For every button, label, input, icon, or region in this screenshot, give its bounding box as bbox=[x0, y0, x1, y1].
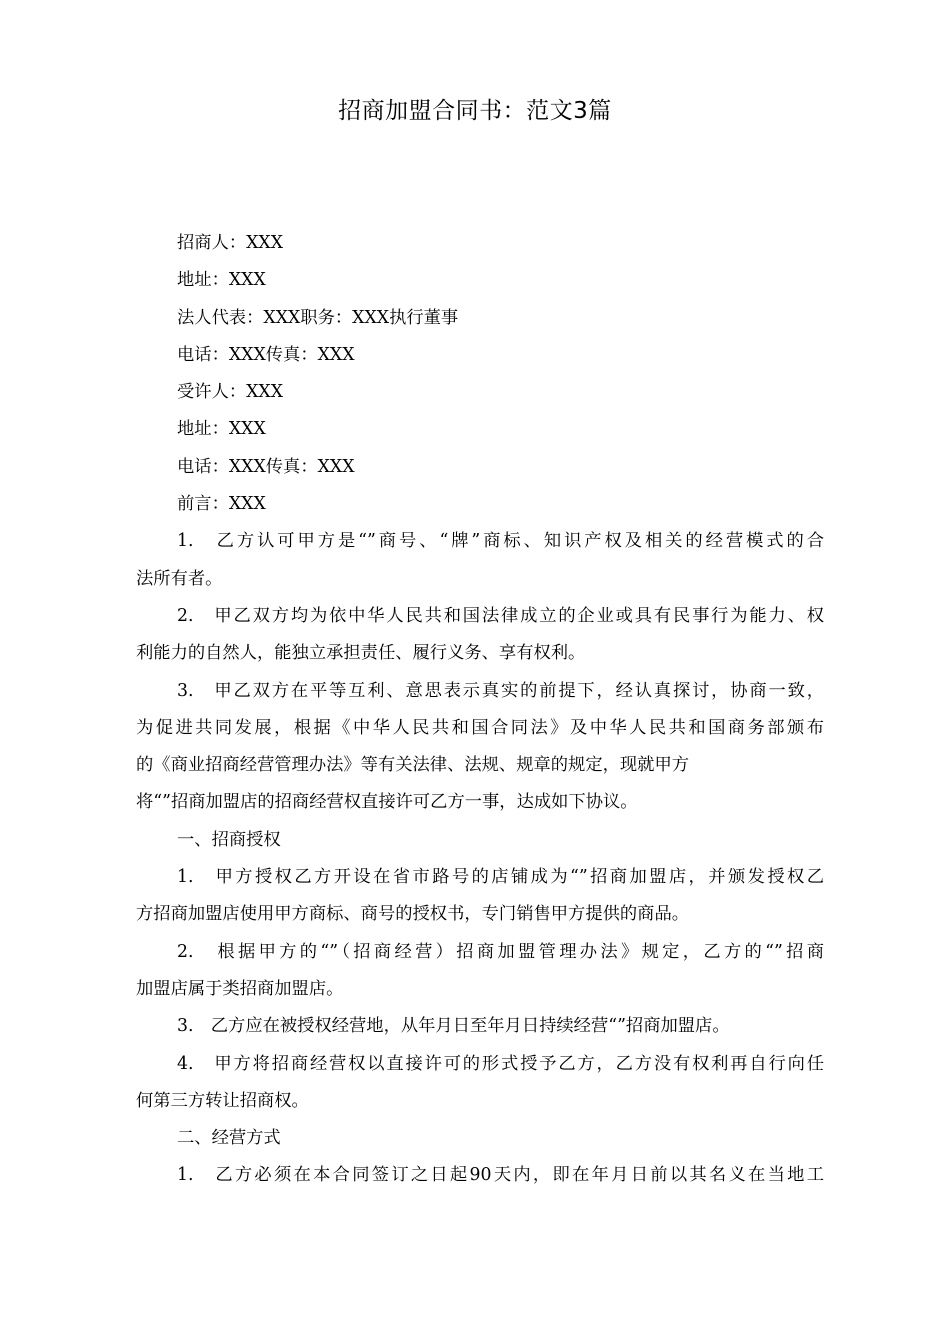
document-line bbox=[136, 784, 824, 821]
document-line-text: 1. 甲方授权乙方开设在省市路号的店铺成为“”招商加盟店，并颁发授权乙 bbox=[177, 867, 824, 888]
document-line-text: 前言：XXX bbox=[177, 494, 266, 515]
document-line bbox=[136, 747, 824, 784]
document-line-text: 1. 乙方认可甲方是“”商号、“牌”商标、知识产权及相关的经营模式的合 bbox=[177, 531, 824, 552]
document-line-text: 2. 甲乙双方均为依中华人民共和国法律成立的企业或具有民事行为能力、权 bbox=[177, 605, 824, 626]
document-title: 招商加盟合同书：范文3篇 bbox=[338, 98, 612, 124]
document-line bbox=[136, 1157, 824, 1194]
document-line-text: 3. 乙方应在被授权经营地，从年月日至年月日持续经营“”招商加盟店。 bbox=[177, 1016, 730, 1037]
document-line bbox=[136, 262, 824, 299]
document-line-text: 利能力的自然人，能独立承担责任、履行义务、享有权利。 bbox=[136, 643, 586, 664]
document-line-text: 招商人：XXX bbox=[177, 233, 284, 253]
document-line-text: 电话：XXX传真：XXX bbox=[177, 344, 355, 365]
document-line bbox=[136, 635, 824, 672]
document-line-text: 受许人：XXX bbox=[177, 382, 284, 403]
document-line bbox=[136, 561, 824, 598]
document-line-text: 将“”招商加盟店的招商经营权直接许可乙方一事，达成如下协议。 bbox=[136, 792, 638, 813]
document-line bbox=[136, 374, 824, 411]
document-line bbox=[136, 710, 824, 747]
document-line bbox=[136, 411, 824, 448]
document-line bbox=[136, 822, 824, 859]
document-line-text: 为促进共同发展，根据《中华人民共和国合同法》及中华人民共和国商务部颁布 bbox=[136, 717, 824, 738]
document-line-text: 2. 根据甲方的“”（招商经营）招商加盟管理办法》规定，乙方的“”招商 bbox=[177, 941, 824, 962]
document-line-text: 1. 乙方必须在本合同签订之日起90天内，即在年月日前以其名义在当地工 bbox=[177, 1165, 824, 1186]
document-line-text: 加盟店属于类招商加盟店。 bbox=[136, 978, 344, 999]
document-line bbox=[136, 1008, 824, 1045]
document-line bbox=[136, 1046, 824, 1083]
document-line bbox=[136, 598, 824, 635]
document-line-text: 法人代表：XXX职务：XXX执行董事 bbox=[177, 307, 459, 328]
document-line-text: 3. 甲乙双方在平等互利、意思表示真实的前提下，经认真探讨，协商一致， bbox=[177, 680, 824, 701]
document-line bbox=[136, 337, 824, 374]
document-line bbox=[136, 896, 824, 933]
document-line bbox=[136, 449, 824, 486]
document-line bbox=[136, 225, 824, 262]
document-line-text: 一、招商授权 bbox=[177, 829, 281, 850]
document-line-text: 方招商加盟店使用甲方商标、商号的授权书，专门销售甲方提供的商品。 bbox=[136, 904, 690, 925]
document-line-text: 4. 甲方将招商经营权以直接许可的形式授予乙方，乙方没有权利再自行向任 bbox=[177, 1053, 824, 1074]
document-line bbox=[136, 971, 824, 1008]
document-line bbox=[136, 1120, 824, 1157]
document-line-text: 地址：XXX bbox=[177, 419, 266, 440]
document-line bbox=[136, 486, 824, 523]
document-line bbox=[136, 523, 824, 560]
document-line-text: 地址：XXX bbox=[177, 270, 266, 291]
document-line bbox=[136, 859, 824, 896]
document-line bbox=[136, 934, 824, 971]
document-line-text: 电话：XXX传真：XXX bbox=[177, 456, 355, 477]
document-line bbox=[136, 300, 824, 337]
document-line bbox=[136, 1083, 824, 1120]
document-line-text: 二、经营方式 bbox=[177, 1128, 281, 1149]
document-line-text: 法所有者。 bbox=[136, 568, 223, 589]
document-line-text: 的《商业招商经营管理办法》等有关法律、法规、规章的规定，现就甲方 bbox=[136, 755, 690, 776]
document-line bbox=[136, 673, 824, 710]
document-line-text: 何第三方转让招商权。 bbox=[136, 1090, 309, 1111]
document-body bbox=[136, 225, 824, 1195]
